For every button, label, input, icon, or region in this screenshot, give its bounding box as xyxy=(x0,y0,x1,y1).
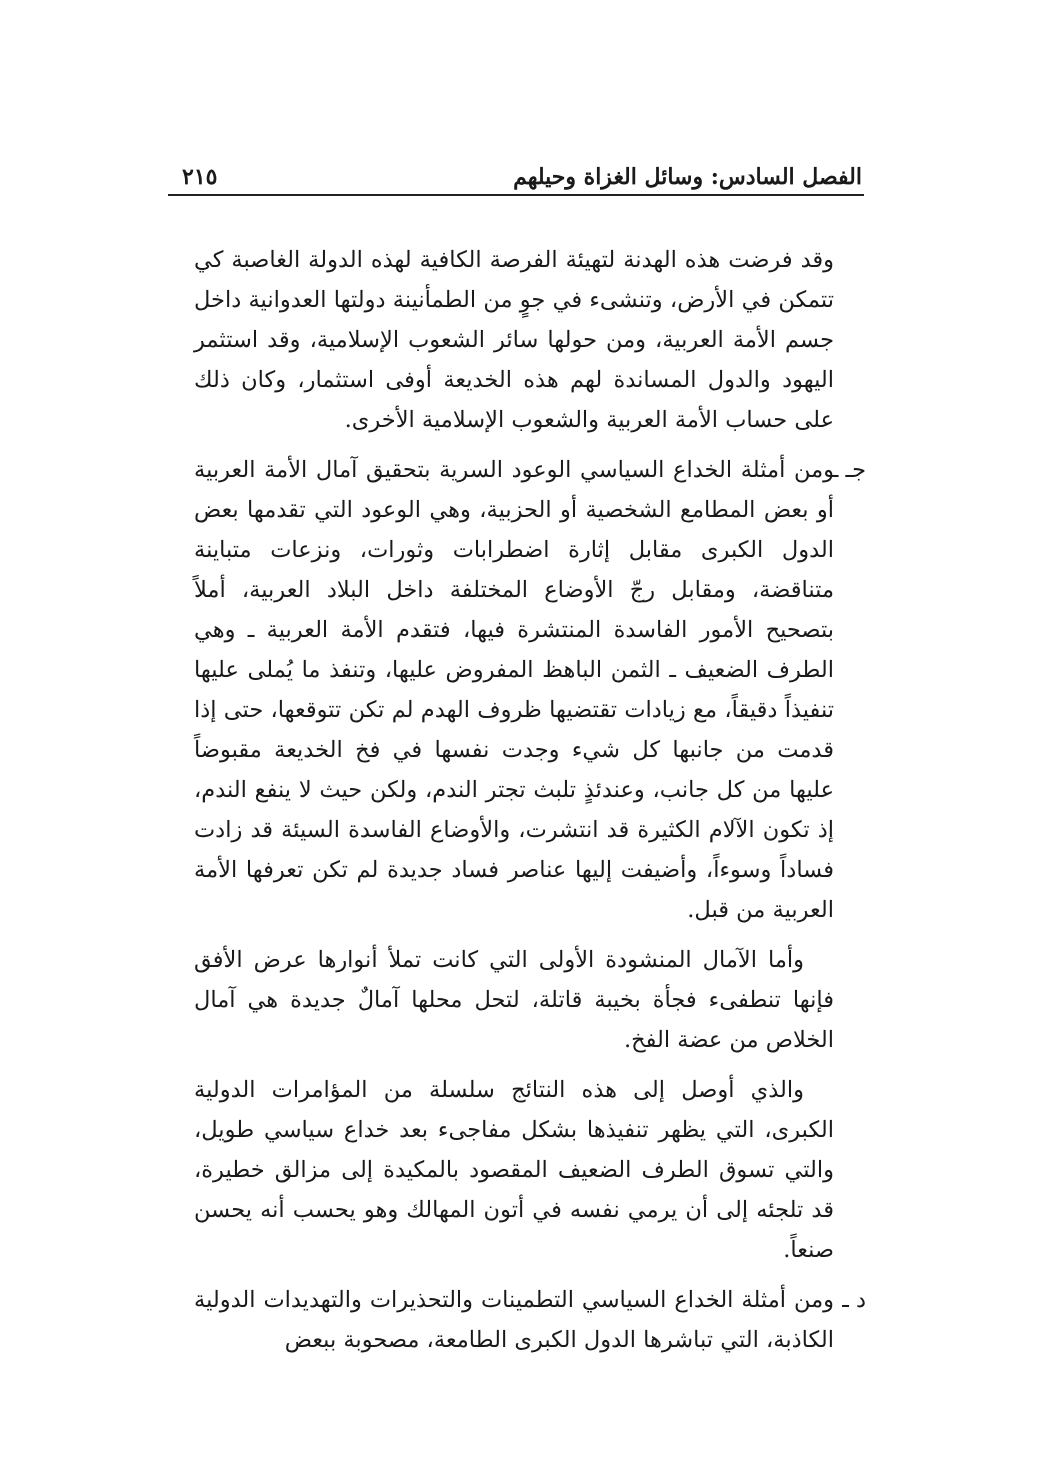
paragraph-1 xyxy=(194,240,834,440)
book-page xyxy=(168,150,864,1370)
paragraph-text: والذي أوصل إلى هذه النتائج سلسلة من المؤامرات الدولية الكبرى، التي يظهر تنفيذها بشكل مفاجىء بعد خداع سياسي طويل، والتي تسوق الطرف الضعيف المقصود بالمكيدة إلى مزالق خطيرة، قد تلجئه إلى أن يرمي نفسه في أتون المهالك وهو يحسب أنه يحسن صنعاً. xyxy=(194,1077,834,1263)
list-item-dal xyxy=(194,1280,866,1360)
paragraph-text: وقد فرضت هذه الهدنة لتهيئة الفرصة الكافية لهذه الدولة الغاصبة كي تتمكن في الأرض، وتنشىء في جوٍ من الطمأنينة دولتها العدوانية داخل جسم الأمة العربية، ومن حولها سائر الشعوب الإسلامية، وقد استثمر اليهود والدول المساندة لهم هذه الخديعة أوفى استثمار، وكان ذلك على حساب الأمة العربية والشعوب الإسلامية الأخرى. xyxy=(194,247,834,433)
page-body xyxy=(194,240,866,1360)
paragraph-4 xyxy=(194,1070,834,1270)
list-item-jeem xyxy=(194,450,866,930)
paragraph-3 xyxy=(194,940,834,1060)
paragraph-text: وأما الآمال المنشودة الأولى التي كانت تملأ أنوارها عرض الأفق فإنها تنطفىء فجأة بخيبة قاتلة، لتحل محلها آمالٌ جديدة هي آمال الخلاص من عضة الفخ. xyxy=(194,947,834,1053)
paragraph-text: ومن أمثلة الخداع السياسي الوعود السرية بتحقيق آمال الأمة العربية أو بعض المطامع الشخصية أو الحزبية، وهي الوعود التي تقدمها بعض الدول الكبرى مقابل إثارة اضطرابات وثورات، ونزعات متباينة متناقضة، ومقابل رجّ الأوضاع المختلفة داخل البلاد العربية، أملاً بتصحيح الأمور الفاسدة المنتشرة فيها، فتقدم الأمة العربية ـ وهي الطرف الضعيف ـ الثمن الباهظ المفروض عليها، وتنفذ ما يُملى عليها تنفيذاً دقيقاً، مع زيادات تقتضيها ظروف الهدم لم تكن تتوقعها، حتى إذا قدمت من جانبها كل شيء وجدت نفسها في فخ الخديعة مقبوضاً عليها من كل جانب، وعندئذٍ تلبث تجتر الندم، ولكن حيث لا ينفع الندم، إذ تكون الآلام الكثيرة قد انتشرت، والأوضاع الفاسدة السيئة قد زادت فساداً وسوءاً، وأضيفت إليها عناصر فساد جديدة لم تكن تعرفها الأمة العربية من قبل. xyxy=(194,457,834,923)
paragraph-text: ومن أمثلة الخداع السياسي التطمينات والتحذيرات والتهديدات الدولية الكاذبة، التي تباشرها الدول الكبرى الطامعة، مصحوبة ببعض xyxy=(194,1287,834,1353)
page-header xyxy=(168,150,864,196)
page-number: ٢١٥ xyxy=(182,164,218,190)
list-item-marker: جـ ـ xyxy=(831,457,866,483)
list-item-marker: د ـ xyxy=(842,1287,866,1313)
chapter-title: الفصل السادس: وسائل الغزاة وحيلهم xyxy=(513,164,862,190)
